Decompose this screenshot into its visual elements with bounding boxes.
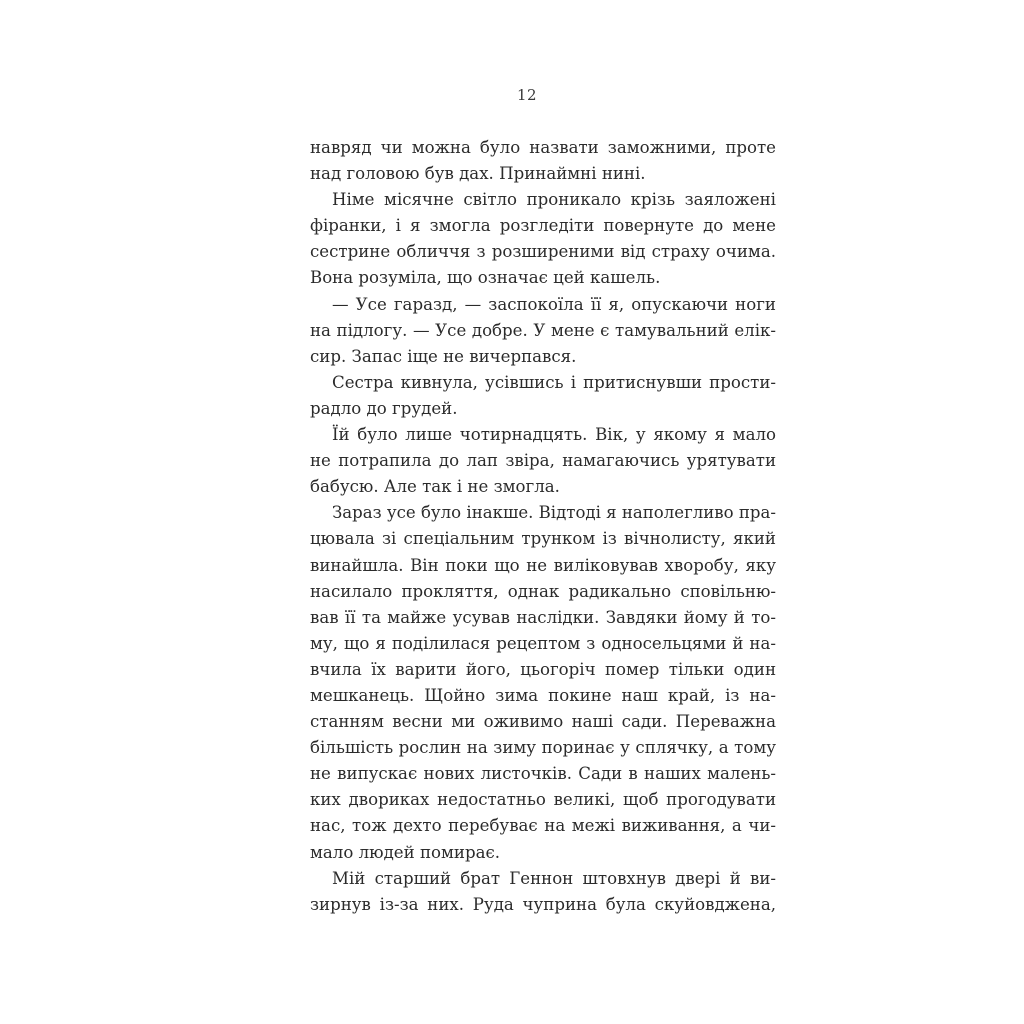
text-line: цювала зі спеціальним трунком із вічнолисту, який bbox=[310, 529, 776, 549]
text-line: му, що я поділилася рецептом з односельцями й на- bbox=[310, 633, 776, 653]
text-line: Сестра кивнула, усівшись і притиснувши прости- bbox=[332, 372, 776, 392]
text-line: вав її та майже усував наслідки. Завдяки йому й то- bbox=[310, 607, 776, 627]
body-text bbox=[310, 135, 776, 918]
text-line: сир. Запас іще не вичерпався. bbox=[310, 346, 577, 366]
text-line: сестрине обличчя з розширеними від страху очима. bbox=[310, 242, 776, 262]
text-line: радло до грудей. bbox=[310, 398, 458, 418]
text-line: Вона розуміла, що означає цей кашель. bbox=[310, 268, 661, 288]
text-line: більшість рослин на зиму поринає у сплячку, а тому bbox=[310, 738, 776, 758]
text-line: на підлогу. — Усе добре. У мене є тамувальний елік- bbox=[310, 320, 776, 340]
text-line: Їй було лише чотирнадцять. Вік, у якому я мало bbox=[332, 425, 776, 445]
text-line: не випускає нових листочків. Сади в наших малень- bbox=[310, 764, 776, 784]
text-line: винайшла. Він поки що не виліковував хворобу, яку bbox=[310, 555, 776, 575]
text-line: не потрапила до лап звіра, намагаючись урятувати bbox=[310, 451, 776, 471]
text-line: вчила їх варити його, цьогоріч помер тільки один bbox=[310, 659, 776, 679]
text-line: нас, тож дехто перебуває на межі виживання, а чи- bbox=[310, 816, 776, 836]
text-line: мало людей помирає. bbox=[310, 842, 501, 862]
text-line: навряд чи можна було назвати заможними, проте bbox=[310, 138, 776, 157]
text-line: зирнув із-за них. Руда чуприна була скуйовджена, bbox=[310, 894, 776, 914]
text-line: Мій старший брат Геннон штовхнув двері й ви- bbox=[332, 868, 776, 888]
text-line: мешканець. Щойно зима покине наш край, із на- bbox=[310, 685, 776, 705]
text-line: станням весни ми оживимо наші сади. Переважна bbox=[310, 712, 776, 732]
text-line: Зараз усе було інакше. Відтоді я наполегливо пра- bbox=[331, 503, 776, 523]
text-line: насилало прокляття, однак радикально сповільню- bbox=[310, 581, 776, 601]
page-number: 12 bbox=[516, 86, 538, 104]
text-line: фіранки, і я змогла розгледіти повернуте до мене bbox=[310, 216, 776, 236]
text-line: Німе місячне світло проникало крізь заяложені bbox=[332, 190, 776, 210]
text-line: бабусю. Але так і не змогла. bbox=[310, 477, 560, 497]
text-line: над головою був дах. Принаймні нині. bbox=[310, 164, 646, 184]
text-line: ких двориках недостатньо великі, щоб прогодувати bbox=[310, 790, 776, 810]
text-line: — Усе гаразд, — заспокоїла її я, опускаючи ноги bbox=[332, 294, 776, 314]
